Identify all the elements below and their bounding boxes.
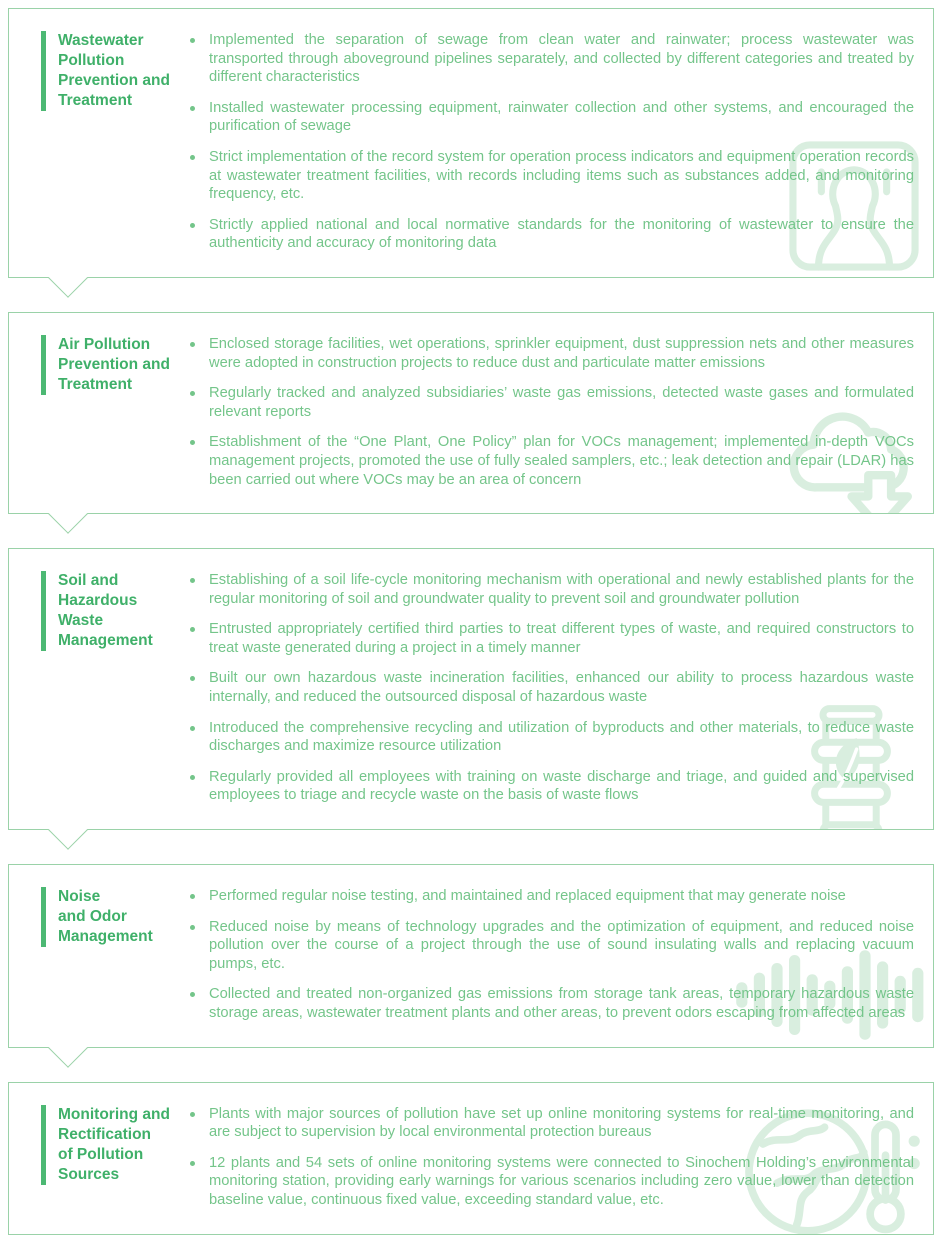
section-title-line: Management [58, 928, 153, 946]
section-box [8, 312, 934, 514]
section-title [41, 571, 187, 651]
section-box [8, 8, 934, 278]
policy-section [8, 1082, 934, 1235]
bullet-item: 12 plants and 54 sets of online monitoring systems were connected to Sinochem Holding’s environmental monitoring station, providing early warnings for various scenarios including zero value, lower than detection baseline value, continuous fixed value, exceeding standard value, etc. [187, 1154, 914, 1210]
section-box [8, 1082, 934, 1235]
section-title-line: of Pollution [58, 1145, 144, 1163]
section-title-line: Rectification [58, 1125, 152, 1143]
section-title [41, 31, 187, 111]
bullet-list [187, 571, 914, 805]
bullet-item: Performed regular noise testing, and maintained and replaced equipment that may generate noise [187, 887, 914, 906]
section-title-line: Hazardous [58, 592, 138, 610]
policy-section [8, 548, 934, 830]
section-title [41, 887, 187, 947]
section-title-line: Sources [58, 1165, 120, 1183]
section-title-line: Waste [58, 612, 104, 630]
bullet-item: Built our own hazardous waste incineration facilities, enhanced our ability to process hazardous waste internally, and reduced the outsourced disposal of hazardous waste [187, 669, 914, 706]
bullet-item: Strict implementation of the record system for operation process indicators and equipment operation records at wastewater treatment facilities, with records including items such as substances added, and monitoring frequency, etc. [187, 148, 914, 204]
section-title [41, 1105, 187, 1185]
section-title-line: Monitoring and [58, 1105, 170, 1123]
section-title-line: Wastewater [58, 32, 144, 49]
section-title-column [41, 1105, 187, 1185]
section-box [8, 864, 934, 1048]
section-title-line: Treatment [58, 92, 133, 109]
section-title-column [41, 335, 187, 395]
section-title [41, 335, 187, 395]
bullet-item: Introduced the comprehensive recycling and utilization of byproducts and other materials, to reduce waste discharges and maximize resource utilization [187, 719, 914, 756]
bullet-item: Establishment of the “One Plant, One Policy” plan for VOCs management; implemented in-depth VOCs management projects, promoted the use of fully sealed samplers, etc.; leak detection and repair (LDAR) has been carried out where VOCs may be an area of concern [187, 433, 914, 489]
section-title-line: Pollution [58, 52, 125, 69]
section-title-column [41, 887, 187, 947]
section-title-line: Air Pollution [58, 335, 151, 353]
section-title-line: Prevention and [58, 72, 170, 89]
section-title-line: Management [58, 632, 153, 650]
bullet-item: Installed wastewater processing equipment, rainwater collection and other systems, and encouraged the purification of sewage [187, 99, 914, 136]
section-title-column [41, 571, 187, 651]
bullet-list [187, 1105, 914, 1210]
bullet-item: Reduced noise by means of technology upgrades and the optimization of equipment, and reduced noise pollution over the course of a project through the use of sound insulating walls and replacing vacuum pumps, etc. [187, 918, 914, 974]
policy-section [8, 864, 934, 1048]
bullet-item: Regularly provided all employees with training on waste discharge and triage, and guided and supervised employees to triage and recycle waste on the basis of waste flows [187, 768, 914, 805]
section-title-line: Noise [58, 888, 101, 906]
policy-section [8, 8, 934, 278]
bullet-list [187, 887, 914, 1023]
section-title-line: Prevention and [58, 355, 170, 373]
section-title-column [41, 31, 187, 111]
bullet-item: Enclosed storage facilities, wet operations, sprinkler equipment, dust suppression nets and other measures were adopted in construction projects to reduce dust and particulate matter emissions [187, 335, 914, 372]
bullet-item: Establishing of a soil life-cycle monitoring mechanism with operational and newly established plants for the regular monitoring of soil and groundwater quality to prevent soil and groundwater pollution [187, 571, 914, 608]
bullet-item: Implemented the separation of sewage from clean water and rainwater; process wastewater was transported through aboveground pipelines separately, and collected by different categories and treated by different characteristics [187, 31, 914, 87]
bullet-item: Plants with major sources of pollution have set up online monitoring systems for real-time monitoring, and are subject to supervision by local environmental protection bureaus [187, 1105, 914, 1142]
section-title-line: Soil and [58, 572, 119, 590]
bullet-list [187, 335, 914, 489]
policy-section [8, 312, 934, 514]
bullet-list [187, 31, 914, 253]
bullet-item: Regularly tracked and analyzed subsidiaries’ waste gas emissions, detected waste gases and formulated relevant reports [187, 384, 914, 421]
section-title-line: Treatment [58, 375, 133, 393]
bullet-item: Entrusted appropriately certified third parties to treat different types of waste, and required constructors to treat waste generated during a project in a timely manner [187, 620, 914, 657]
section-box [8, 548, 934, 830]
sections [8, 8, 934, 1235]
bullet-item: Collected and treated non-organized gas emissions from storage tank areas, temporary hazardous waste storage areas, wastewater treatment plants and other areas, to prevent odors escaping from affected areas [187, 985, 914, 1022]
section-title-line: and Odor [58, 908, 127, 926]
bullet-item: Strictly applied national and local normative standards for the monitoring of wastewater to ensure the authenticity and accuracy of monitoring data [187, 216, 914, 253]
